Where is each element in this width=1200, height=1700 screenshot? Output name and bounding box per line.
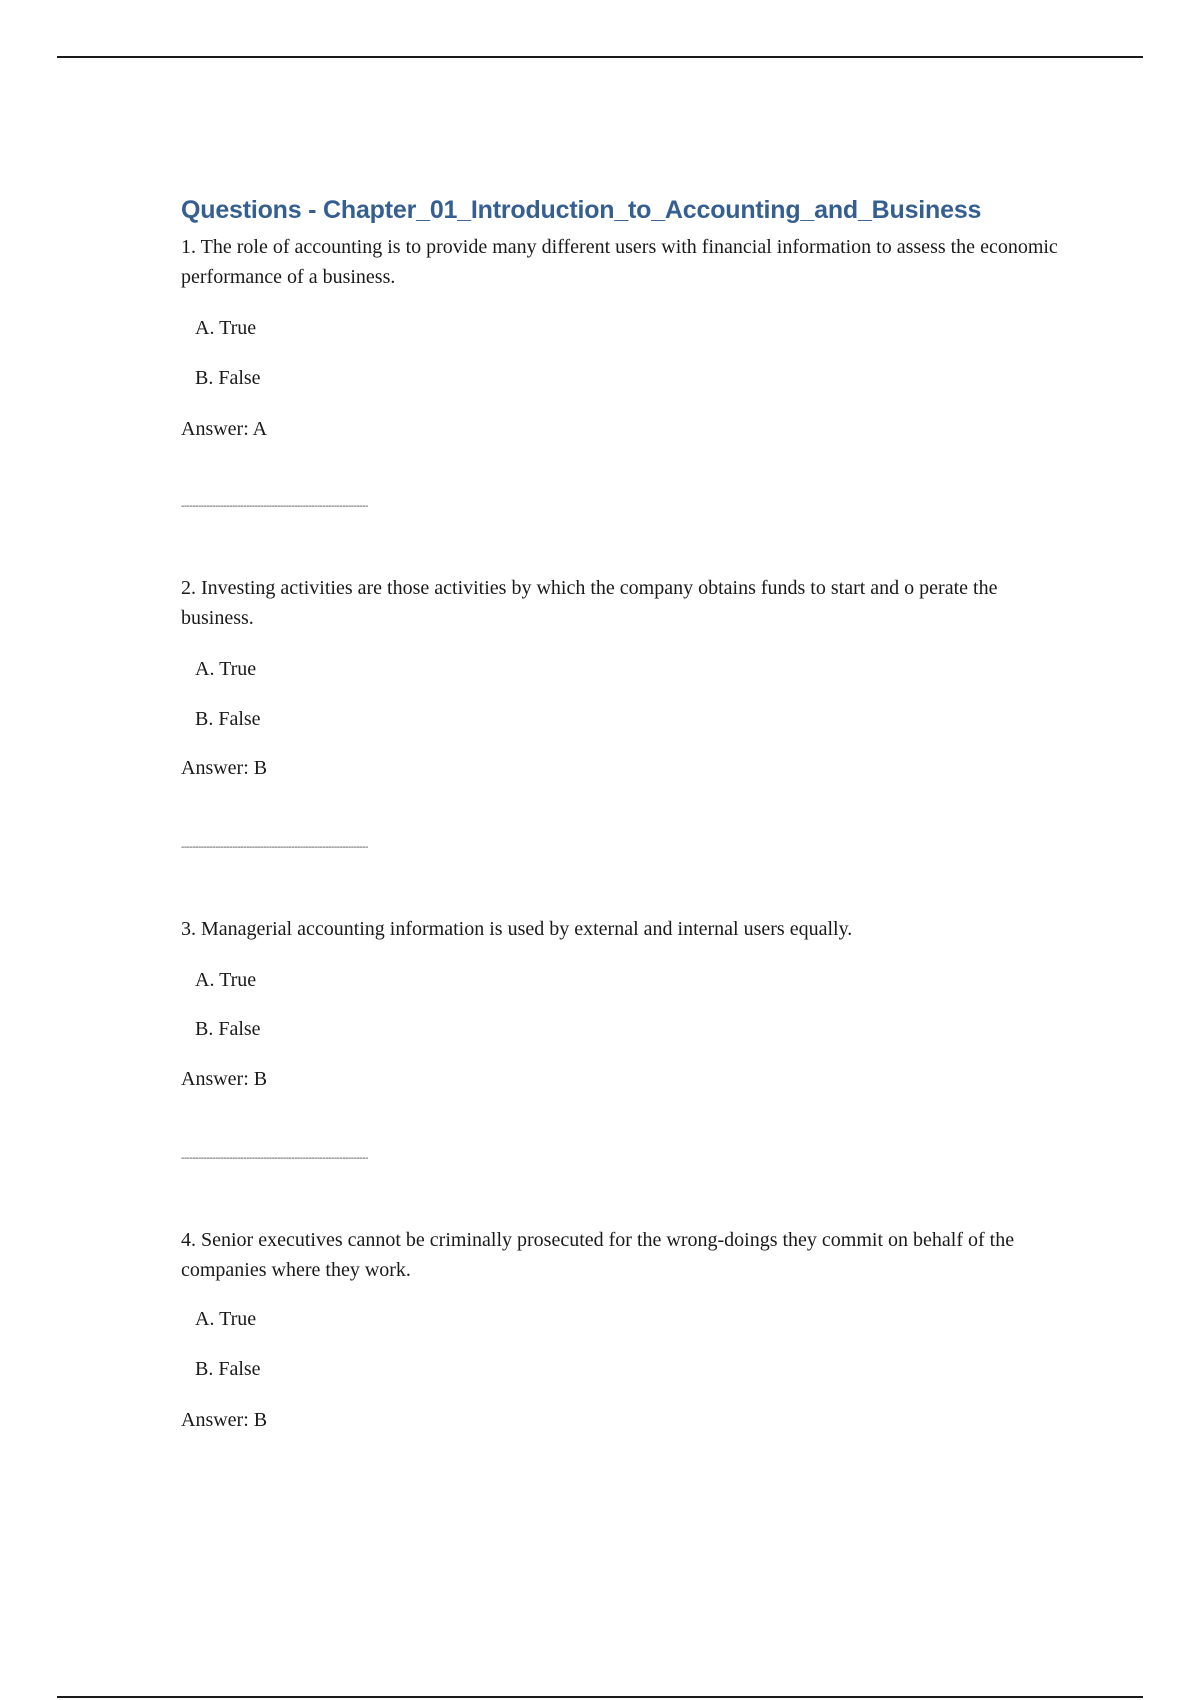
- question-text: 1. The role of accounting is to provide many different users with financial information to assess the economic performance of a business.: [181, 236, 1058, 288]
- answer-label: Answer: B: [181, 757, 268, 779]
- option-false: B. False: [195, 1018, 261, 1040]
- question-separator: ------------------------------------------------------------------: [181, 842, 368, 853]
- question-text: 2. Investing activities are those activities by which the company obtains funds to start and o perate the business.: [181, 577, 998, 629]
- option-true: A. True: [195, 658, 257, 680]
- header-rule: [57, 56, 1143, 58]
- question-separator: ------------------------------------------------------------------: [181, 1153, 368, 1164]
- option-true: A. True: [195, 317, 257, 339]
- question-text: 4. Senior executives cannot be criminally prosecuted for the wrong-doings they commit on behalf of the companies where they work.: [181, 1229, 1015, 1281]
- option-true: A. True: [195, 1308, 257, 1330]
- question-separator: ------------------------------------------------------------------: [181, 501, 368, 512]
- answer-label: Answer: B: [181, 1409, 268, 1431]
- option-false: B. False: [195, 367, 261, 389]
- answer-label: Answer: B: [181, 1068, 268, 1090]
- footer-rule: [57, 1696, 1143, 1698]
- question-text: 3. Managerial accounting information is used by external and internal users equally.: [181, 918, 853, 940]
- answer-label: Answer: A: [181, 418, 268, 440]
- page-title: Questions - Chapter_01_Introduction_to_Accounting_and_Business: [181, 196, 982, 224]
- option-false: B. False: [195, 1358, 261, 1380]
- option-true: A. True: [195, 969, 257, 991]
- option-false: B. False: [195, 708, 261, 730]
